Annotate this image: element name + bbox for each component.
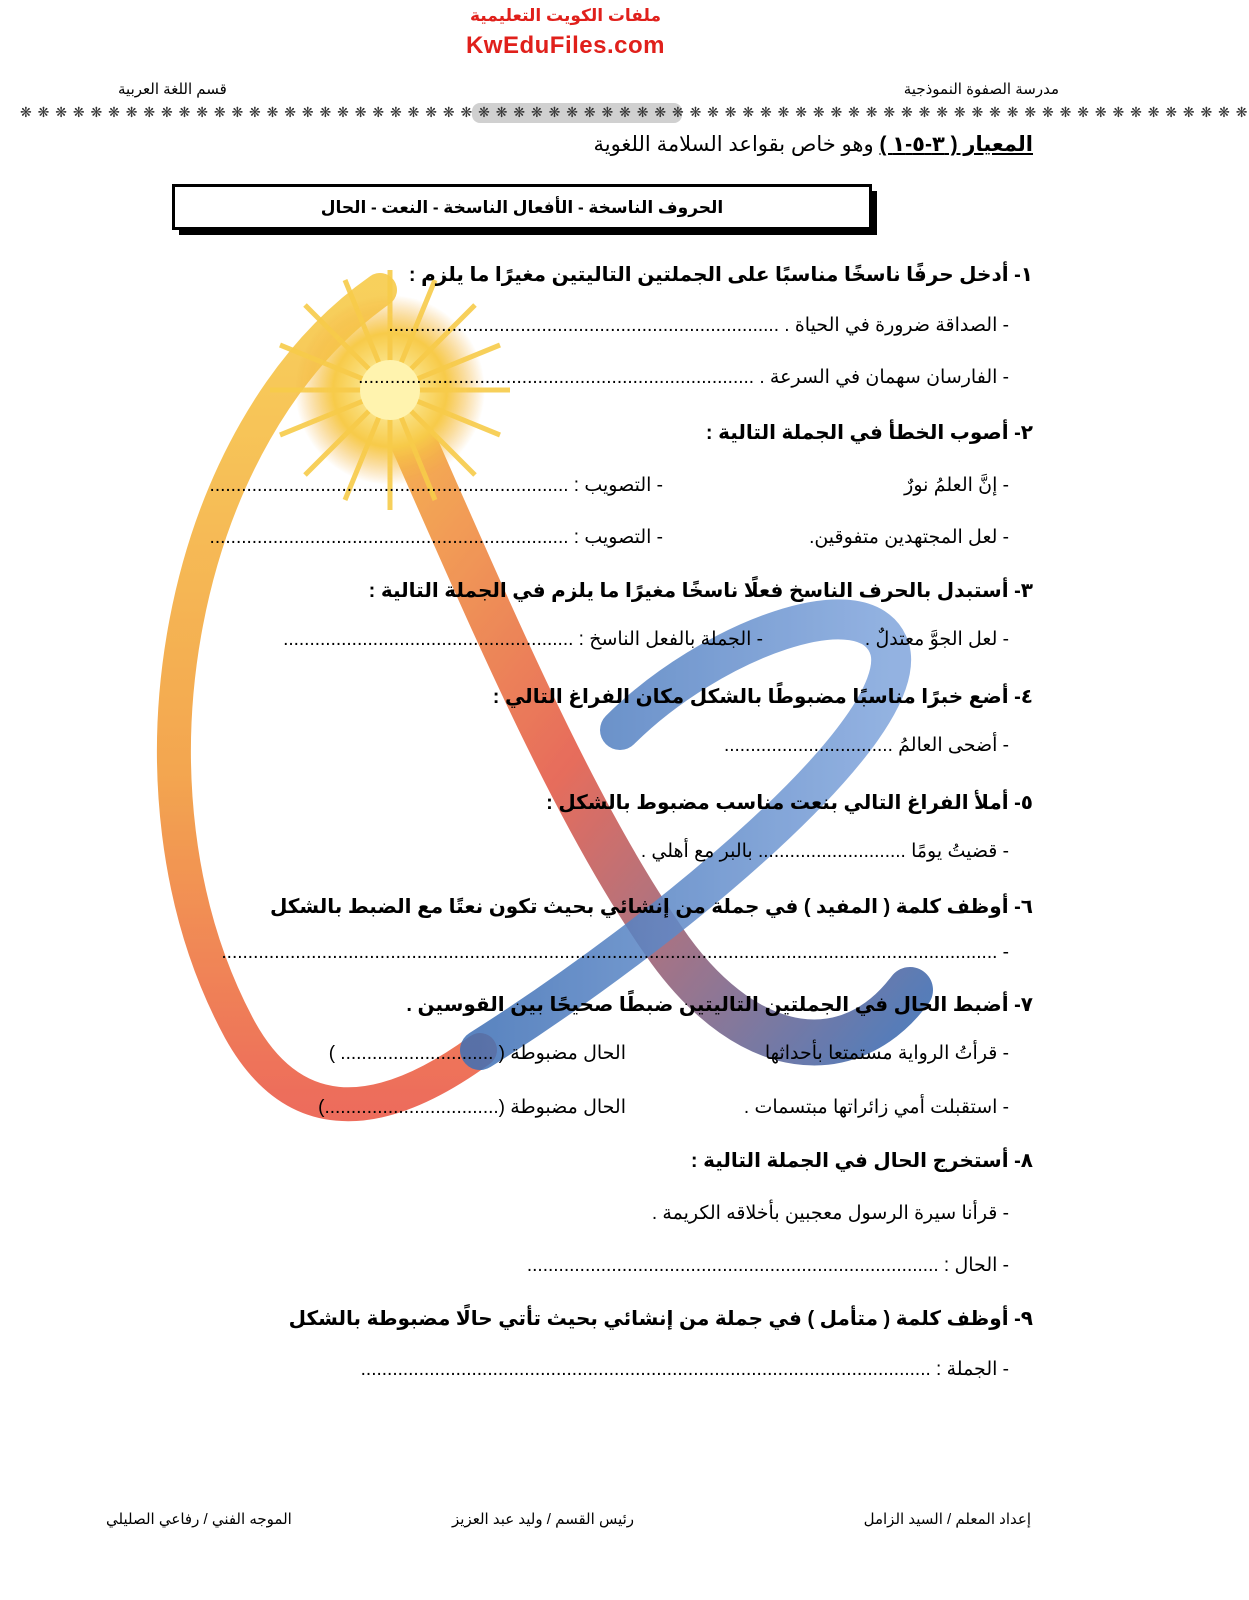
topic-title: الحروف الناسخة - الأفعال الناسخة - النعت - الحال bbox=[320, 198, 724, 217]
question-1-sentence-1: - الصداقة ضرورة في الحياة . .......................................................................... bbox=[388, 315, 1009, 336]
footer-supervisor: الموجه الفني / رفاعي الصليلي bbox=[106, 1511, 292, 1528]
question-9-answer: - الجملة : ............................................................................................................ bbox=[360, 1359, 1009, 1380]
question-2-title: ٢- أصوب الخطأ في الجملة التالية : bbox=[705, 422, 1033, 444]
question-4-line: - أضحى العالمُ ................................ bbox=[723, 735, 1009, 756]
question-7-title: ٧- أضبط الحال في الجملتين التاليتين ضبطًا صحيحًا بين القوسين . bbox=[406, 994, 1033, 1016]
question-7-sentence-2: - استقبلت أمي زائراتها مبتسمات . bbox=[743, 1097, 1009, 1118]
question-2-correction-a: - التصويب : .................................................................... bbox=[209, 475, 663, 496]
question-5-title: ٥- أملأ الفراغ التالي بنعت مناسب مضبوط بالشكل : bbox=[546, 792, 1033, 814]
question-1-title: ١- أدخل حرفًا ناسخًا مناسبًا على الجملتين التاليتين مغيرًا ما يلزم : bbox=[408, 264, 1033, 286]
question-9-title: ٩- أوظف كلمة ( متأمل ) في جملة من إنشائي بحيث تأتي حالًا مضبوطة بالشكل bbox=[288, 1308, 1033, 1330]
question-2-sentence-b: - لعل المجتهدين متفوقين. bbox=[809, 527, 1009, 548]
question-1-sentence-2: - الفارسان سهمان في السرعة . ........................................................................... bbox=[358, 367, 1009, 388]
footer-department-head: رئيس القسم / وليد عبد العزيز bbox=[452, 1511, 635, 1528]
question-3-sentence: - لعل الجوَّ معتدلٌ . bbox=[864, 629, 1009, 650]
question-7-answer-2: الحال مضبوطة (.................................) bbox=[318, 1097, 626, 1118]
question-2-sentence-a: - إنَّ العلمُ نورٌ bbox=[904, 475, 1009, 496]
department-name: قسم اللغة العربية bbox=[118, 81, 227, 98]
standard-text: وهو خاص بقواعد السلامة اللغوية bbox=[593, 133, 880, 156]
standard-label: المعيار ( ٣-٥-١ ) bbox=[879, 133, 1033, 156]
question-5-line: - قضيتُ يومًا ............................ بالبر مع أهلي . bbox=[640, 841, 1009, 862]
question-8-sentence: - قرأنا سيرة الرسول معجبين بأخلاقه الكريمة . bbox=[651, 1203, 1009, 1224]
standard-line bbox=[593, 132, 1033, 157]
question-6-title: ٦- أوظف كلمة ( المفيد ) في جملة من إنشائي بحيث تكون نعتًا مع الضبط بالشكل bbox=[269, 896, 1033, 918]
question-4-title: ٤- أضع خبرًا مناسبًا مضبوطًا بالشكل مكان الفراغ التالي : bbox=[492, 686, 1033, 708]
question-7-answer-1: الحال مضبوطة ( ............................. ) bbox=[328, 1043, 626, 1064]
question-8-title: ٨- أستخرج الحال في الجملة التالية : bbox=[690, 1150, 1033, 1172]
question-2-correction-b: - التصويب : .................................................................... bbox=[209, 527, 663, 548]
school-name: مدرسة الصفوة النموذجية bbox=[903, 81, 1059, 98]
question-3-title: ٣- أستبدل بالحرف الناسخ فعلًا ناسخًا مغيرًا ما يلزم في الجملة التالية : bbox=[368, 580, 1033, 602]
stars-divider: ❋ ❋ ❋ ❋ ❋ ❋ ❋ ❋ ❋ ❋ ❋ ❋ ❋ ❋ ❋ ❋ ❋ ❋ ❋ ❋ ❋ ❋ ❋ ❋ ❋ ❋ ❋ ❋ ❋ ❋ ❋ ❋ ❋ ❋ ❋ ❋ ❋ ❋ ❋ ❋ ❋ ❋ ❋ ❋ ❋ ❋ ❋ ❋ ❋ ❋ ❋ ❋ ❋ ❋ ❋ ❋ ❋ ❋ ❋ ❋ ❋ ❋ ❋ ❋ ❋ ❋ ❋ ❋ ❋ ❋ bbox=[20, 104, 1249, 120]
question-8-answer: - الحال : .............................................................................. bbox=[526, 1255, 1009, 1276]
question-3-answer: - الجملة بالفعل الناسخ : ....................................................... bbox=[283, 629, 763, 650]
question-7-sentence-1: - قرأتُ الرواية مستمتعا بأحداثها bbox=[764, 1043, 1009, 1064]
brand-title-arabic: ملفات الكويت التعليمية bbox=[469, 6, 662, 25]
brand-website[interactable]: KwEduFiles.com bbox=[465, 32, 666, 59]
footer-prepared-by: إعداد المعلم / السيد الزامل bbox=[863, 1511, 1031, 1528]
question-6-line: - ................................................................................................................................................... bbox=[221, 942, 1009, 963]
